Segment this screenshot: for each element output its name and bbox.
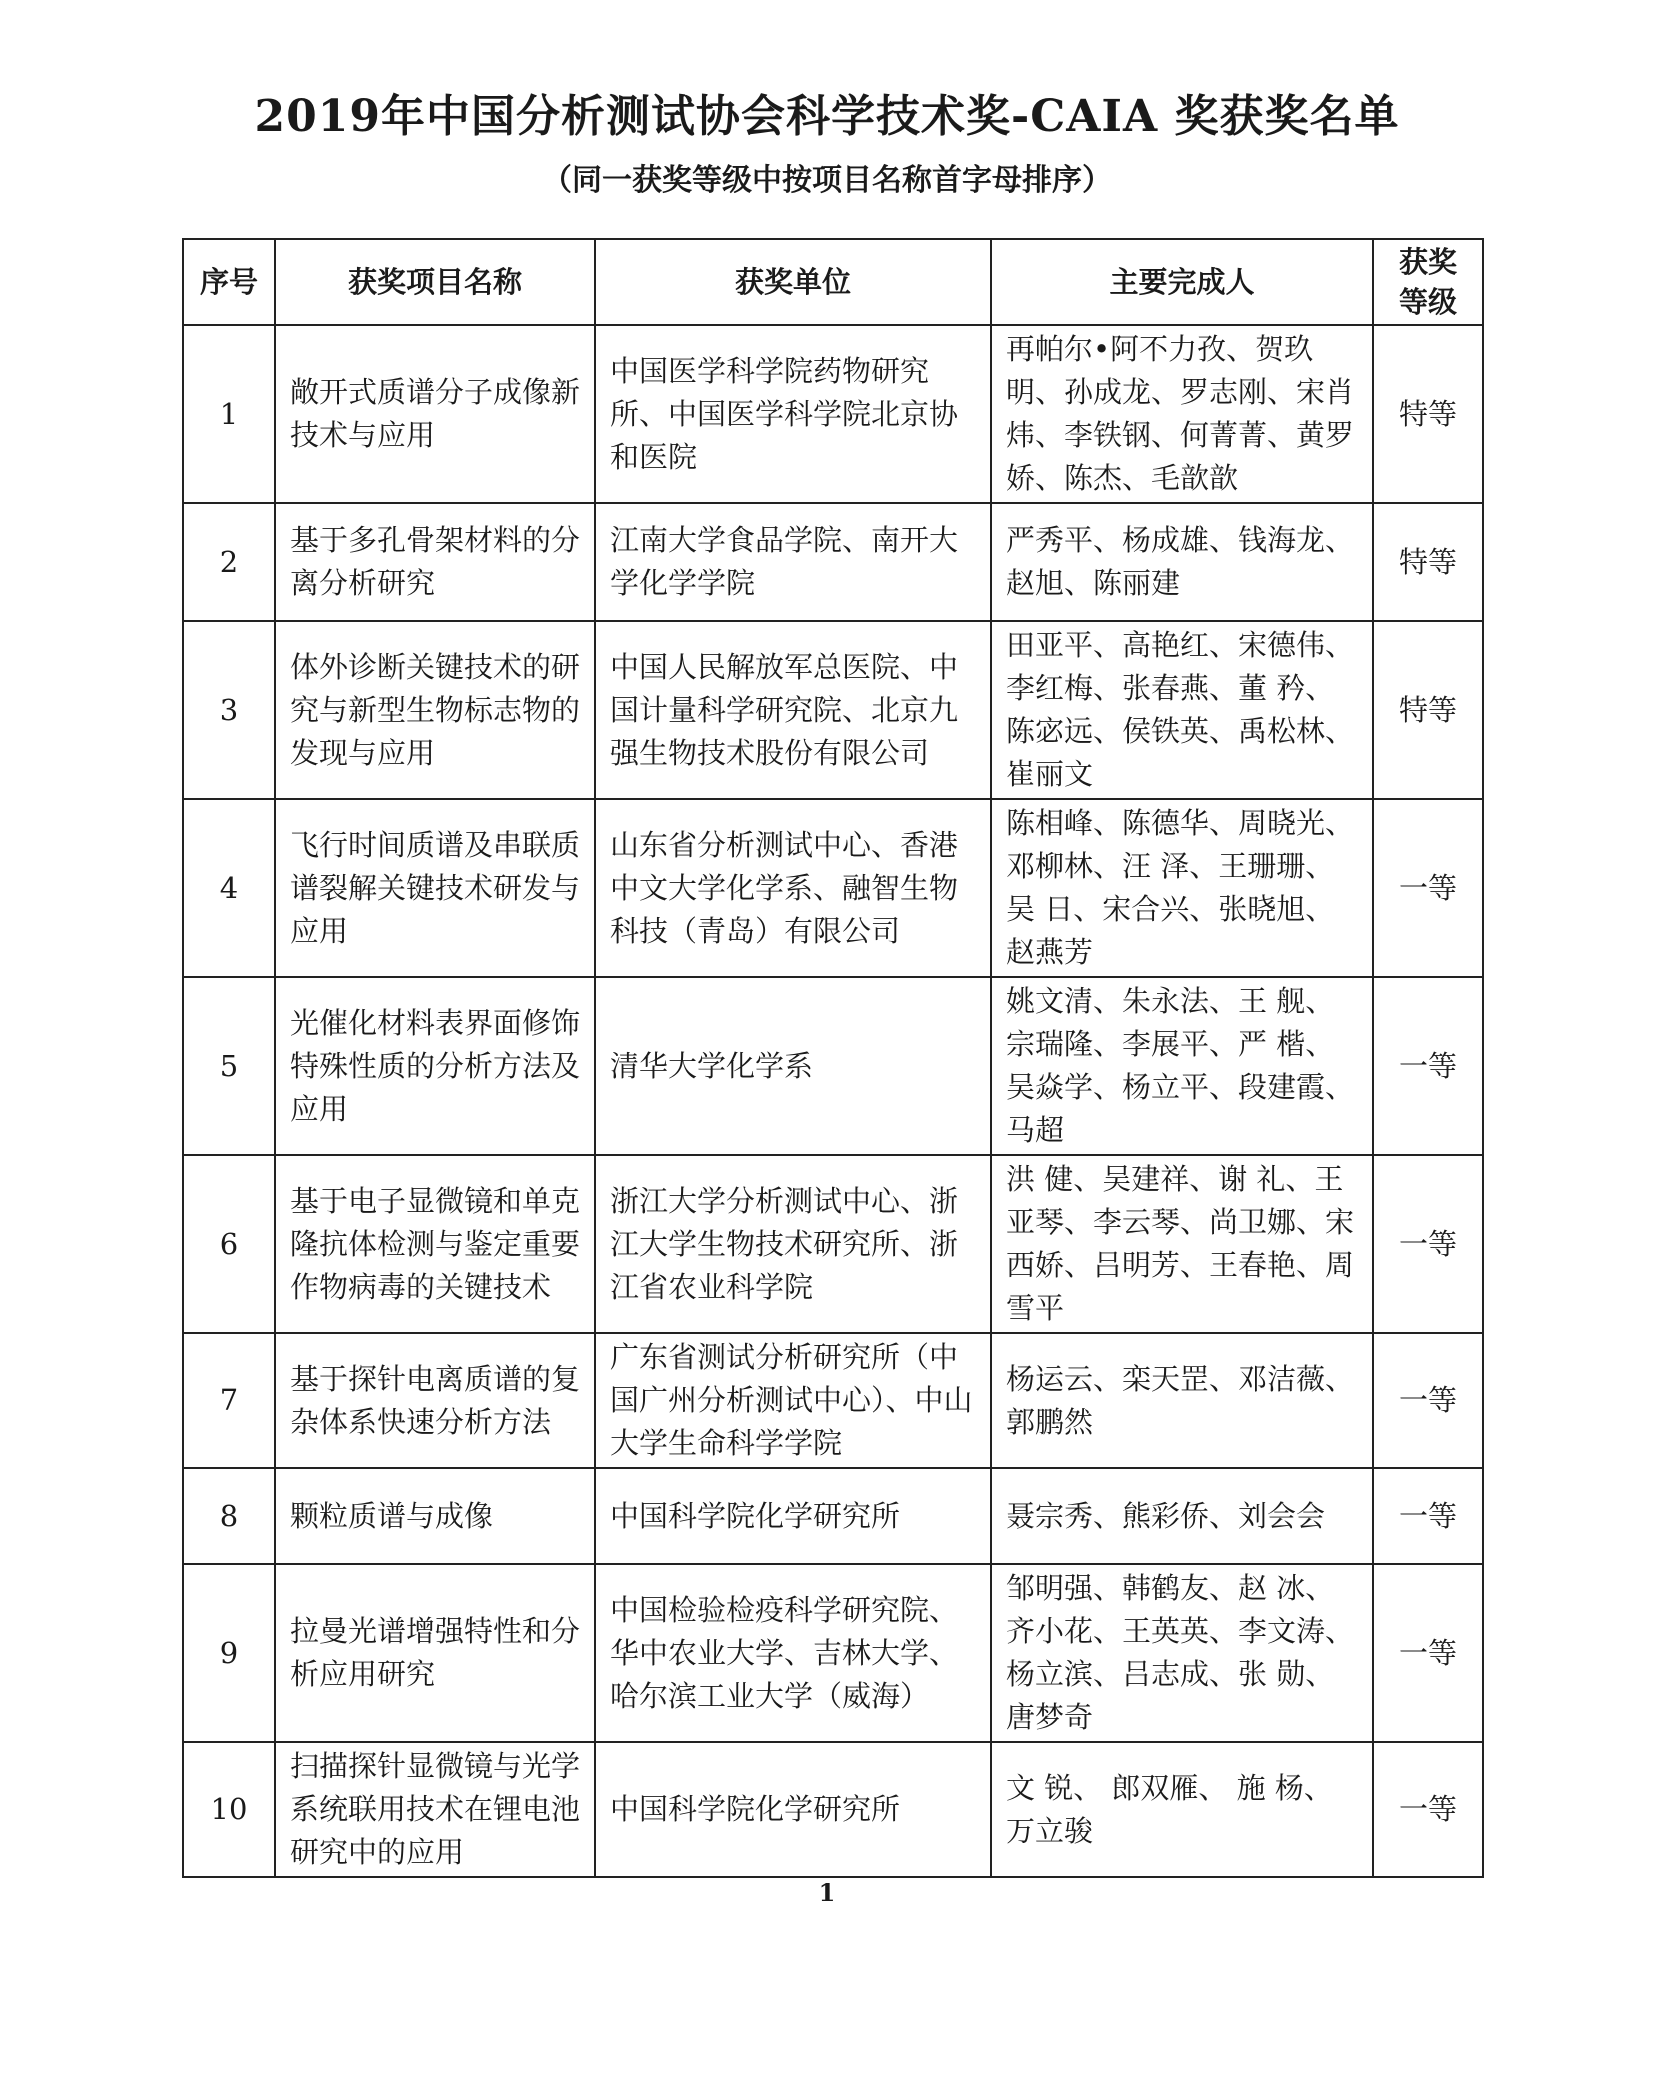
row-no: 4 [183,799,275,977]
row-people: 文 锐、 郎双雁、 施 杨、万立骏 [991,1742,1373,1877]
row-unit: 中国科学院化学研究所 [595,1468,991,1564]
row-no: 3 [183,621,275,799]
row-people: 田亚平、高艳红、宋德伟、李红梅、张春燕、董 矜、陈宓远、侯铁英、禹松林、崔丽文 [991,621,1373,799]
table-row [183,799,1483,977]
row-people: 洪 健、吴建祥、谢 礼、王亚琴、李云琴、尚卫娜、宋西娇、吕明芳、王春艳、周雪平 [991,1155,1373,1333]
row-project-name: 体外诊断关键技术的研究与新型生物标志物的发现与应用 [275,621,595,799]
table-row [183,325,1483,503]
row-no: 5 [183,977,275,1155]
row-no: 9 [183,1564,275,1742]
row-no: 1 [183,325,275,503]
row-people: 杨运云、栾天罡、邓洁薇、郭鹏然 [991,1333,1373,1468]
row-people: 严秀平、杨成雄、钱海龙、赵旭、陈丽建 [991,503,1373,621]
row-level: 一等 [1373,1333,1483,1468]
row-unit: 中国人民解放军总医院、中国计量科学研究院、北京九强生物技术股份有限公司 [595,621,991,799]
row-level: 一等 [1373,1468,1483,1564]
table-row [183,503,1483,621]
table-row [183,1468,1483,1564]
row-people: 再帕尔•阿不力孜、贺玖明、孙成龙、罗志刚、宋肖炜、李铁钢、何菁菁、黄罗娇、陈杰、毛歆歆 [991,325,1373,503]
row-project-name: 基于电子显微镜和单克隆抗体检测与鉴定重要作物病毒的关键技术 [275,1155,595,1333]
row-level: 特等 [1373,325,1483,503]
document-subtitle: （同一获奖等级中按项目名称首字母排序） [542,163,1112,198]
table-row [183,1155,1483,1333]
row-unit: 广东省测试分析研究所（中国广州分析测试中心）、中山大学生命科学学院 [595,1333,991,1468]
row-unit: 中国科学院化学研究所 [595,1742,991,1877]
row-project-name: 拉曼光谱增强特性和分析应用研究 [275,1564,595,1742]
table-row [183,1742,1483,1877]
row-unit: 清华大学化学系 [595,977,991,1155]
row-unit: 山东省分析测试中心、香港中文大学化学系、融智生物科技（青岛）有限公司 [595,799,991,977]
header-row [183,239,1483,325]
header-unit: 获奖单位 [595,239,991,325]
header-no: 序号 [183,239,275,325]
document-title: 2019年中国分析测试协会科学技术奖-CAIA 奖获奖名单 [254,91,1400,142]
row-no: 2 [183,503,275,621]
row-unit: 中国医学科学院药物研究所、中国医学科学院北京协和医院 [595,325,991,503]
row-people: 陈相峰、陈德华、周晓光、邓柳林、汪 泽、王珊珊、吴 日、宋合兴、张晓旭、赵燕芳 [991,799,1373,977]
row-no: 8 [183,1468,275,1564]
row-no: 6 [183,1155,275,1333]
row-people: 聂宗秀、熊彩侨、刘会会 [991,1468,1373,1564]
row-project-name: 基于探针电离质谱的复杂体系快速分析方法 [275,1333,595,1468]
header-people: 主要完成人 [991,239,1373,325]
row-no: 10 [183,1742,275,1877]
table-body [183,325,1483,1877]
row-level: 特等 [1373,621,1483,799]
row-project-name: 飞行时间质谱及串联质谱裂解关键技术研发与应用 [275,799,595,977]
header-level: 获奖等级 [1373,239,1483,325]
table-header [183,239,1483,325]
row-level: 一等 [1373,1742,1483,1877]
row-people: 邹明强、韩鹤友、赵 冰、齐小花、王英英、李文涛、杨立滨、吕志成、张 勋、唐梦奇 [991,1564,1373,1742]
row-project-name: 光催化材料表界面修饰特殊性质的分析方法及应用 [275,977,595,1155]
row-project-name: 颗粒质谱与成像 [275,1468,595,1564]
row-level: 特等 [1373,503,1483,621]
awards-table [182,238,1484,1878]
row-unit: 江南大学食品学院、南开大学化学学院 [595,503,991,621]
row-project-name: 扫描探针显微镜与光学系统联用技术在锂电池研究中的应用 [275,1742,595,1877]
table-row [183,1564,1483,1742]
row-unit: 中国检验检疫科学研究院、华中农业大学、吉林大学、哈尔滨工业大学（威海） [595,1564,991,1742]
row-level: 一等 [1373,1564,1483,1742]
row-people: 姚文清、朱永法、王 舰、宗瑞隆、李展平、严 楷、吴焱学、杨立平、段建霞、马超 [991,977,1373,1155]
row-project-name: 敞开式质谱分子成像新技术与应用 [275,325,595,503]
table-row [183,977,1483,1155]
table-row [183,621,1483,799]
row-level: 一等 [1373,977,1483,1155]
header-project-name: 获奖项目名称 [275,239,595,325]
row-level: 一等 [1373,1155,1483,1333]
row-project-name: 基于多孔骨架材料的分离分析研究 [275,503,595,621]
table-row [183,1333,1483,1468]
row-no: 7 [183,1333,275,1468]
row-level: 一等 [1373,799,1483,977]
row-unit: 浙江大学分析测试中心、浙江大学生物技术研究所、浙江省农业科学院 [595,1155,991,1333]
page-number: 1 [818,1878,836,1907]
